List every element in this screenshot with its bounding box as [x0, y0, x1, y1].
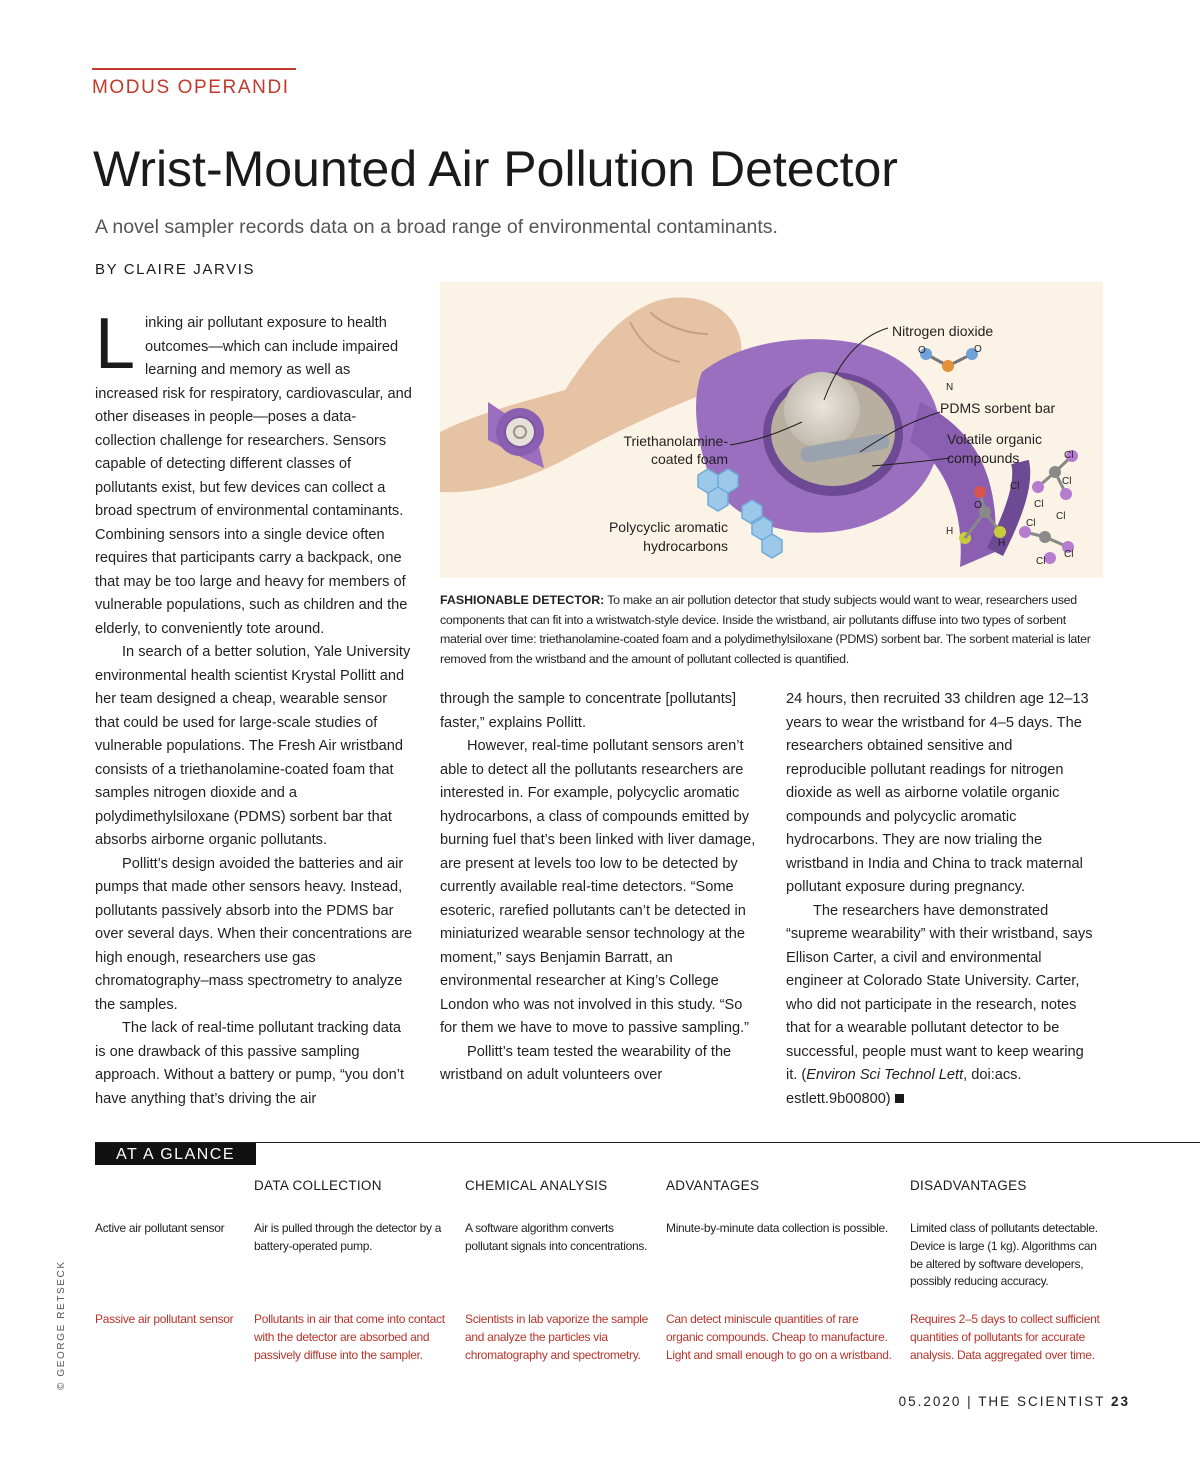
caption-text: To make an air pollution detector that study subjects would want to wear, researchers used components that can fit into a wristwatch-style device. Inside the wristband, air pollutants diffuse into two types of sorbent material over time: triethanolamine-coated foam and a polydimethylsiloxane (PDMS) sorbent bar. The sorbent material is later removed from the wristband and the amount of pollutant collected is quantified. — [440, 593, 1091, 666]
glance-row-label: Passive air pollutant sensor — [95, 1312, 234, 1326]
paragraph: In search of a better solution, Yale University environmental health scientist Krystal Pollitt and her team designed a cheap, wearable sensor that could be used for large-scale studies of vulnerable populations. The Fresh Air wristband consists of a triethanolamine-coated foam that samples nitrogen dioxide and a polydimethylsiloxane (PDMS) sorbent bar that absorbs airborne organic pollutants. — [95, 644, 411, 848]
glance-cell: Requires 2–5 days to collect sufficient quantities of pollutants for accurate analysis. Data aggregated over time. — [910, 1312, 1100, 1362]
atom-label: Cl — [1056, 511, 1066, 522]
atom-label: H — [998, 538, 1006, 549]
atom-label: N — [946, 382, 954, 393]
paragraph-text: inking air pollutant exposure to health outcomes—which can include impaired learning and memory as well as increased risk for respiratory, cardiovascular, and other diseases in people—poses a data-collection challenge for researchers. Sensors capable of detecting different classes of pollutants exist, but few devices can collect a broad spectrum of environmental contaminants. Combining sensors into a single device often requires that participants carry a backpack, one that may be too large and heavy for members of vulnerable populations, such as children and the elderly, to conveniently tote around. — [95, 315, 412, 637]
glance-cell: Can detect miniscule quantities of rare organic compounds. Cheap to manufacture. Light and small enough to go on a wristband. — [666, 1312, 892, 1362]
glance-cell: Minute-by-minute data collection is possible. — [666, 1221, 888, 1235]
article-column-1 — [95, 304, 415, 1111]
glance-row-label: Active air pollutant sensor — [95, 1221, 225, 1235]
atom-label: O — [974, 344, 982, 355]
at-a-glance-label: AT A GLANCE — [95, 1143, 256, 1165]
paragraph: The lack of real-time pollutant tracking data is one drawback of this passive sampling approach. Without a battery or pump, “you don’t have anything that’s driving the air — [95, 1020, 405, 1107]
paragraph: Pollitt’s team tested the wearability of the wristband on adult volunteers over — [440, 1043, 732, 1083]
atom-label: Cl — [1026, 518, 1036, 529]
glance-cell: Limited class of pollutants detectable. Device is large (1 kg). Algorithms can be altered by software developers, possibly reducing accuracy. — [910, 1221, 1098, 1289]
label-nitrogen-dioxide: Nitrogen dioxide — [892, 323, 994, 339]
paragraph: Pollitt’s design avoided the batteries and air pumps that made other sensors heavy. Instead, pollutants passively absorb into the PDMS bar over several days. When their concentrations are high enough, researchers use gas chromatography–mass spectrometry to analyze the samples. — [95, 855, 413, 1013]
atom-label: Cl — [1010, 481, 1020, 492]
folio-issue: 05.2020 | THE SCIENTIST — [898, 1394, 1106, 1409]
paragraph: through the sample to concentrate [pollutants] faster,” explains Pollitt. — [440, 691, 737, 731]
article-column-2 — [440, 688, 760, 1088]
wristband-illustration — [440, 282, 1103, 578]
glance-header-advantages: ADVANTAGES — [666, 1178, 760, 1193]
paragraph: However, real-time pollutant sensors aren’t able to detect all the pollutants researchers are interested in. For example, polycyclic aromatic hydrocarbons, a class of compounds emitted by burning fuel that’s been linked with liver damage, are present at levels too low to be detected by currently available real-time detectors. “Some esoteric, rarefied pollutants can’t be detected in miniaturized wearable sensor technology at the moment,” says Benjamin Barratt, an environmental researcher at King’s College London who was not involved in this study. “So for them we have to move to passive sampling.” — [440, 738, 756, 1036]
journal-name: Environ Sci Technol Lett — [806, 1067, 964, 1083]
atom-label: O — [918, 345, 926, 356]
paragraph-text: , doi:acs. estlett.9b00800) — [786, 1067, 1022, 1107]
atom-label: Cl — [1064, 450, 1074, 461]
section-rule — [92, 68, 296, 70]
drop-cap: L — [95, 304, 136, 384]
glance-header-disadvantages: DISADVANTAGES — [910, 1178, 1027, 1193]
atom-label: Cl — [1064, 549, 1074, 560]
glance-cell: Pollutants in air that come into contact with the detector are absorbed and passively diffuse into the sampler. — [254, 1312, 445, 1362]
end-mark — [895, 1094, 904, 1103]
atom-label: O — [974, 500, 982, 511]
atom-label: Cl — [1036, 556, 1046, 567]
label-voc: Volatile organic — [947, 431, 1042, 447]
paragraph — [95, 304, 415, 641]
label-pah: Polycyclic aromatic — [608, 519, 728, 535]
byline: BY CLAIRE JARVIS — [95, 261, 256, 278]
wristband-diagram — [440, 282, 1103, 578]
atom-label: Cl — [1062, 476, 1072, 487]
glance-header-chemical-analysis: CHEMICAL ANALYSIS — [465, 1178, 608, 1193]
page-number: 23 — [1110, 1394, 1130, 1409]
page-folio — [899, 1394, 1130, 1409]
label-voc: compounds — [947, 450, 1020, 466]
article-title: Wrist-Mounted Air Pollution Detector — [93, 141, 898, 197]
foam-disc — [784, 372, 860, 448]
glance-cell: Air is pulled through the detector by a battery-operated pump. — [254, 1221, 442, 1253]
caption-heading: FASHIONABLE DETECTOR: — [440, 593, 605, 607]
label-foam: Triethanolamine- — [623, 433, 728, 449]
paragraph — [786, 900, 1096, 1112]
atom-label: Cl — [1034, 499, 1044, 510]
illustration-credit: © GEORGE RETSECK — [56, 1260, 67, 1390]
paragraph: 24 hours, then recruited 33 children age 12–13 years to wear the wristband for 4–5 days. The researchers obtained sensitive and reproducible pollutant readings for nitrogen dioxide as well as airborne volatile organic compounds and polycyclic aromatic hydrocarbons. They are now trialing the wristband in India and China to track maternal pollutant exposure during pregnancy. — [786, 691, 1089, 895]
article-column-3 — [786, 688, 1096, 1111]
label-pah: hydrocarbons — [643, 538, 728, 554]
section-label: MODUS OPERANDI — [92, 77, 290, 98]
label-pdms-sorbent-bar: PDMS sorbent bar — [940, 400, 1056, 416]
glance-cell: Scientists in lab vaporize the sample and analyze the particles via chromatography and spectrometry. — [465, 1312, 648, 1362]
paragraph-text: The researchers have demonstrated “supreme wearability” with their wristband, says Ellison Carter, a civil and environmental engineer at Colorado State University. Carter, who did not participate in the research, notes that for a wearable pollutant detector to be successful, people must want to keep wearing it. ( — [786, 902, 1093, 1083]
glance-cell: A software algorithm converts pollutant signals into concentrations. — [465, 1221, 648, 1253]
figure-caption — [440, 591, 1103, 669]
article-subtitle: A novel sampler records data on a broad range of environmental contaminants. — [95, 216, 778, 238]
no2-molecule — [918, 344, 982, 393]
label-foam: coated foam — [650, 451, 728, 467]
atom-label: H — [946, 526, 954, 537]
glance-rule — [95, 1142, 1200, 1143]
glance-header-data-collection: DATA COLLECTION — [254, 1178, 382, 1193]
